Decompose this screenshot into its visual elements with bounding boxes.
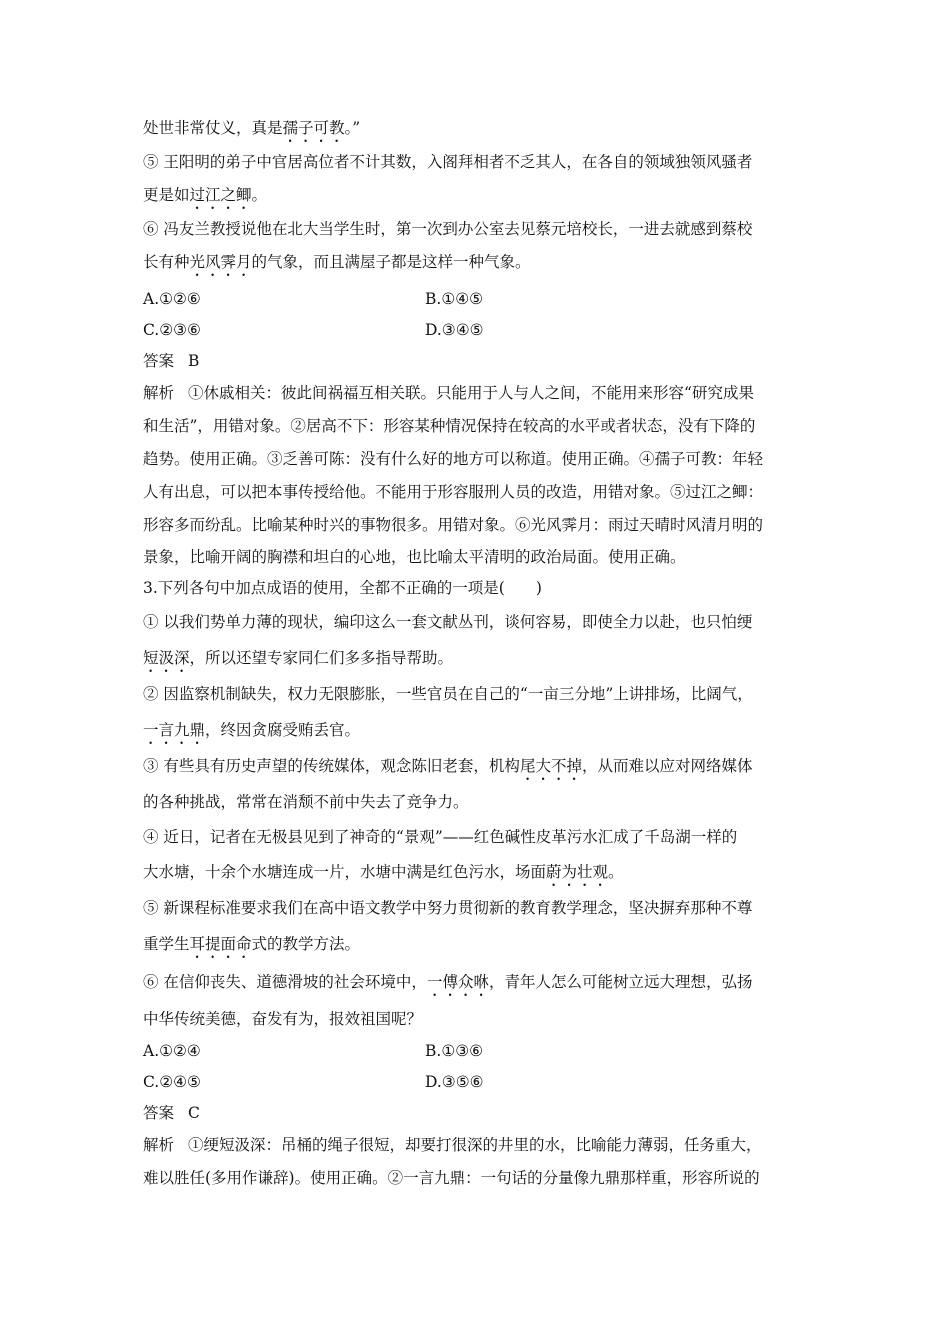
analysis-line: 解析 ①休戚相关：彼此间祸福互相关联。只能用于人与人之间，不能用来形容“研究成果 — [143, 384, 754, 402]
option-d: D.③④⑤ — [425, 321, 484, 339]
sentence-5-line-b: 重学生耳提面命式的教学方法。 — [143, 935, 361, 953]
document-page — [143, 112, 823, 1195]
sentence-6-line-b: 中华传统美德，奋发有为，报效祖国呢？ — [143, 1010, 423, 1028]
sentence-4-line-b: 大水塘，十余个水塘连成一片，水塘中满是红色污水，场面蔚为壮观。 — [143, 863, 624, 881]
option-a: A.①②⑥ — [143, 290, 201, 308]
analysis-line: 人有出息，可以把本事传授给他。不能用于形容服刑人员的改造，用错对象。⑤过江之鲫： — [143, 483, 764, 501]
answer-value: B — [188, 352, 200, 370]
analysis-label: 解析 — [143, 384, 175, 402]
dotted-idiom: 一言九鼎 — [143, 721, 206, 739]
option-b: B.①③⑥ — [425, 1042, 484, 1060]
text-line-seg: 。” — [344, 119, 361, 137]
text-line: 长有种光风霁月的气象，而且满屋子都是这样一种气象。 — [143, 253, 531, 271]
options-row — [143, 1067, 823, 1098]
sentence-3-line-b: 的各种挑战，常常在消颓不前中失去了竞争力。 — [143, 793, 469, 811]
analysis-label: 解析 — [143, 1136, 175, 1154]
analysis-line: 形容多而纷乱。比喻某种时兴的事物很多。用错对象。⑥光风霁月：雨过天晴时风清月明的 — [143, 516, 764, 534]
dotted-idiom: 过江之鲫 — [189, 186, 252, 204]
dotted-idiom: 尾大不掉 — [519, 757, 582, 775]
sentence-2-line-b: 一言九鼎，终因贪腐受贿丢官。 — [143, 721, 361, 739]
dotted-idiom: 短汲深 — [143, 649, 190, 667]
question-stem: 3.下列各句中加点成语的使用，全都不正确的一项是( ) — [143, 579, 542, 597]
answer-value: C — [188, 1104, 200, 1122]
answer-label: 答案 — [143, 1104, 175, 1122]
sentence-1-line-b: 短汲深，所以还望专家同仁们多多指导帮助。 — [143, 649, 454, 667]
dotted-idiom: 耳提面命 — [189, 935, 252, 953]
option-b: B.①④⑤ — [425, 290, 484, 308]
text-line: ⑤ 王阳明的弟子中官居高位者不计其数，入阁拜相者不乏其人，在各自的领域独领风骚者 — [143, 153, 753, 171]
sentence-5-line-a: ⑤ 新课程标准要求我们在高中语文教学中努力贯彻新的教育教学理念，坚决摒弃那种不尊 — [143, 899, 753, 917]
answer-line — [143, 346, 823, 377]
analysis-line: 趋势。使用正确。③乏善可陈：没有什么好的地方可以称道。使用正确。④孺子可教：年轻 — [143, 450, 764, 468]
analysis-line: 和生活”，用错对象。②居高不下：形容某种情况保持在较高的水平或者状态，没有下降的 — [143, 417, 756, 435]
answer-line — [143, 1098, 823, 1129]
answer-label: 答案 — [143, 352, 175, 370]
options-row — [143, 315, 823, 346]
sentence-2-line-a: ② 因监察机制缺失，权力无限膨胀，一些官员在自己的“一亩三分地”上讲排场，比阔气， — [143, 685, 753, 703]
options-row — [143, 1036, 823, 1067]
dotted-idiom: 光风霁月 — [189, 253, 252, 271]
text-line — [143, 112, 823, 146]
analysis-line: 难以胜任(多用作谦辞)。使用正确。②一言九鼎：一句话的分量像九鼎那样重，形容所说的 — [143, 1169, 760, 1187]
sentence-3-line-a: ③ 有些具有历史声望的传统媒体，观念陈旧老套，机构尾大不掉，从而难以应对网络媒体 — [143, 757, 753, 775]
options-row — [143, 284, 823, 315]
analysis-line: 景象，比喻开阔的胸襟和坦白的心地，也比喻太平清明的政治局面。使用正确。 — [143, 548, 686, 566]
text-line: 更是如过江之鲫。 — [143, 186, 268, 204]
option-c: C.②③⑥ — [143, 321, 201, 339]
text-line: ⑥ 冯友兰教授说他在北大当学生时，第一次到办公室去见蔡元培校长，一进去就感到蔡校 — [143, 220, 753, 238]
dotted-idiom: 一傅众咻 — [426, 973, 489, 991]
option-c: C.②④⑤ — [143, 1073, 201, 1091]
dotted-idiom: 孺子可教 — [282, 119, 345, 137]
dotted-idiom: 蔚为壮观 — [546, 863, 609, 881]
text-line-seg: 处世非常仗义，真是 — [143, 119, 283, 137]
option-d: D.③⑤⑥ — [425, 1073, 484, 1091]
option-a: A.①②④ — [143, 1042, 201, 1060]
analysis-line: 解析 ①绠短汲深：吊桶的绳子很短，却要打很深的井里的水，比喻能力薄弱，任务重大， — [143, 1136, 762, 1154]
sentence-4-line-a: ④ 近日，记者在无极县见到了神奇的“景观”——红色碱性皮革污水汇成了千岛湖一样的 — [143, 828, 738, 846]
sentence-1-line-a: ① 以我们势单力薄的现状，编印这么一套文献丛刊，谈何容易，即使全力以赴，也只怕绠 — [143, 613, 753, 631]
sentence-6-line-a: ⑥ 在信仰丧失、道德滑坡的社会环境中，一傅众咻，青年人怎么可能树立远大理想，弘扬 — [143, 973, 753, 991]
